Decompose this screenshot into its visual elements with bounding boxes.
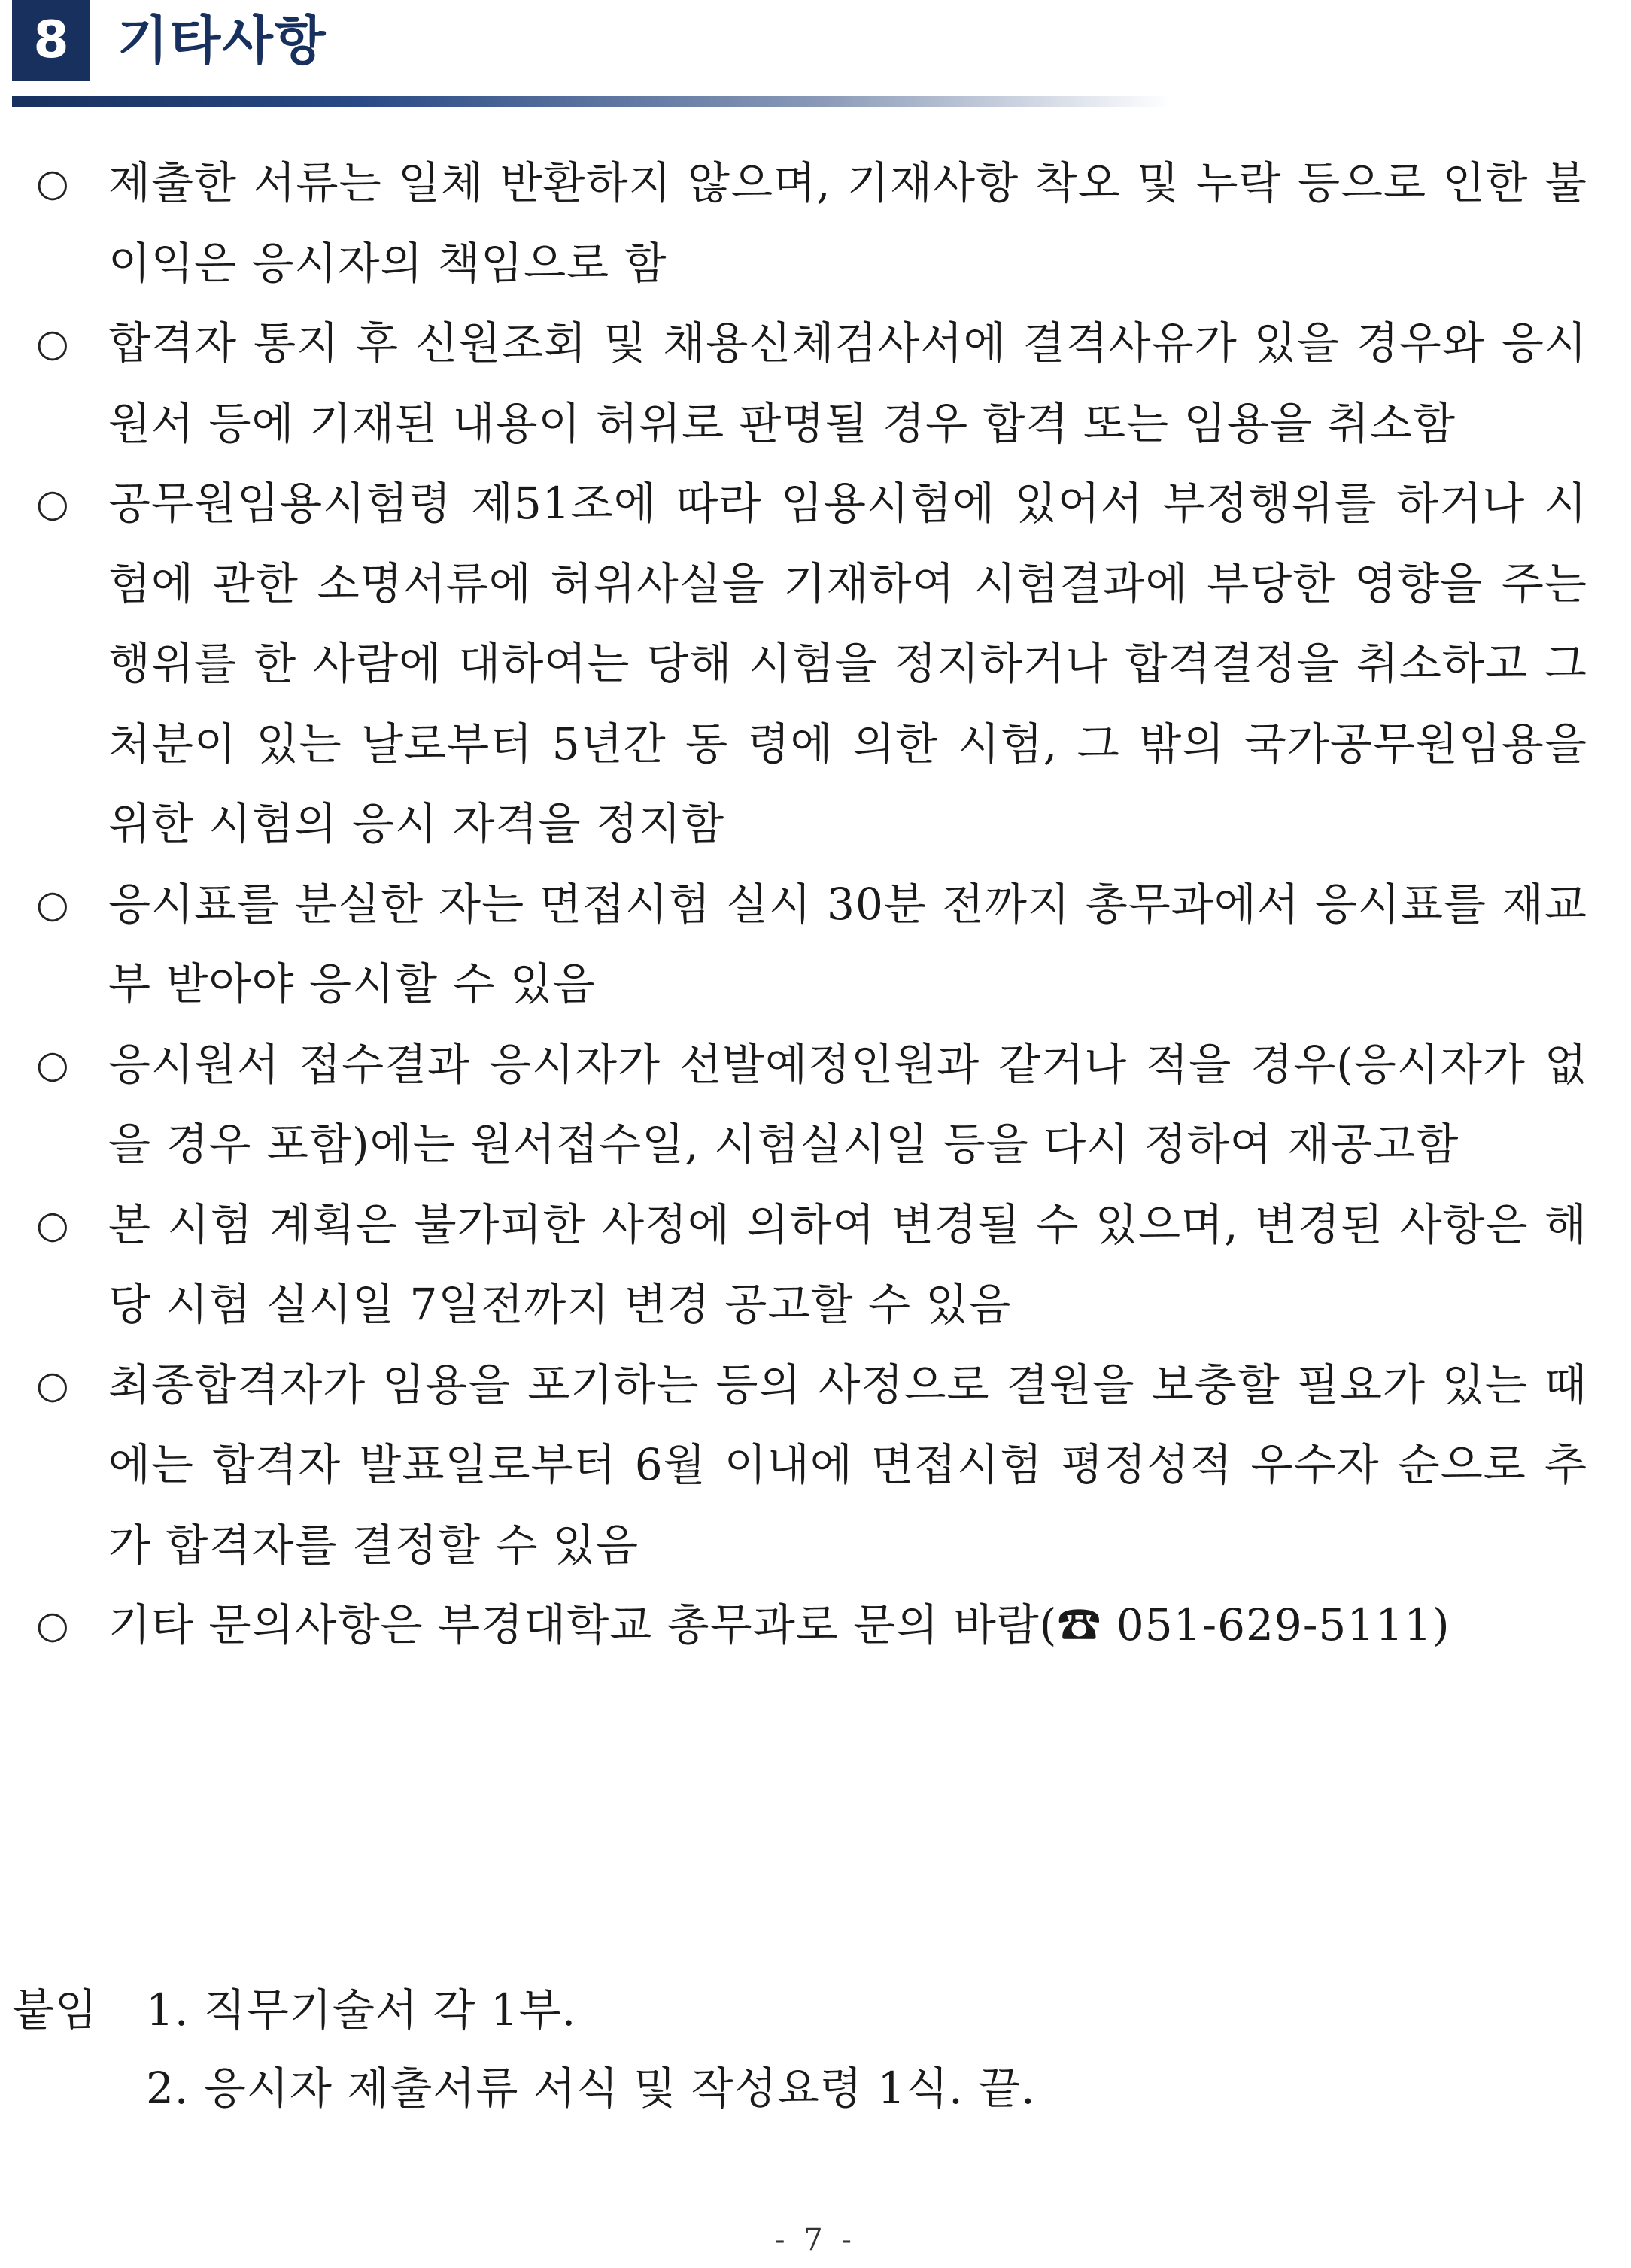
notice-item [30,303,1587,463]
notice-item-text: 응시표를 분실한 자는 면접시험 실시 30분 전까지 총무과에서 응시표를 재교부 받아야 응시할 수 있음 [108,878,1587,1010]
notice-item [30,1185,1587,1345]
notice-item-text: 합격자 통지 후 신원조회 및 채용신체검사서에 결격사유가 있을 경우와 응시원서 등에 기재된 내용이 허위로 판명될 경우 합격 또는 임용을 취소함 [108,317,1587,449]
attachment-item: 2. 응시자 제출서류 서식 및 작성요령 1식. 끝. [146,2063,1036,2114]
section-number: 8 [12,0,90,81]
bullet-circle-icon: ○ [36,882,70,926]
attachments-label: 붙임 [12,1984,99,2036]
notice-item [30,1345,1587,1586]
bullet-circle-icon: ○ [36,481,70,525]
notice-item-text: 응시원서 접수결과 응시자가 선발예정인원과 같거나 적을 경우(응시자가 없을 경우 포함)에는 원서접수일, 시험실시일 등을 다시 정하여 재공고함 [108,1038,1587,1170]
notice-item [30,463,1587,864]
section-header [12,0,1186,113]
notice-item-text: 공무원임용시험령 제51조에 따라 임용시험에 있어서 부정행위를 하거나 시험에 관한 소명서류에 허위사실을 기재하여 시험결과에 부당한 영향을 주는 행위를 한 사람에 대하여는 당해 시험을 정지하거나 합격결정을 취소하고 그 처분이 있는 날로부터 5년간 동 령에 의한 시험, 그 밖의 국가공무원임용을 위한 시험의 응시 자격을 정지함 [108,478,1587,849]
notice-item [30,864,1587,1025]
notice-item [30,1585,1587,1665]
bullet-circle-icon: ○ [36,1603,70,1647]
bullet-circle-icon: ○ [36,1042,70,1086]
attachments-list [146,1971,1036,2127]
bullet-circle-icon: ○ [36,321,70,365]
notice-item-text: 본 시험 계획은 불가피한 사정에 의하여 변경될 수 있으며, 변경된 사항은 해당 시험 실시일 7일전까지 변경 공고할 수 있음 [108,1198,1587,1330]
notice-item [30,1025,1587,1185]
notice-item-text: 최종합격자가 임용을 포기하는 등의 사정으로 결원을 보충할 필요가 있는 때에는 합격자 발표일로부터 6월 이내에 면접시험 평정성적 우수자 순으로 추가 합격자를 결정할 수 있음 [108,1359,1587,1571]
bullet-circle-icon: ○ [36,161,70,205]
notice-item-text: 제출한 서류는 일체 반환하지 않으며, 기재사항 착오 및 누락 등으로 인한 불이익은 응시자의 책임으로 함 [108,157,1587,289]
page-number: - 7 - [775,2223,856,2257]
bullet-circle-icon: ○ [36,1202,70,1246]
notice-list [30,143,1587,1665]
notice-item [30,143,1587,303]
notice-item-text: 기타 문의사항은 부경대학교 총무과로 문의 바람(☎ 051-629-5111) [108,1599,1450,1650]
bullet-circle-icon: ○ [36,1362,70,1407]
section-title: 기타사항 [117,10,327,71]
attachment-item: 1. 직무기술서 각 1부. [146,1984,577,2036]
section-divider [12,96,1171,107]
